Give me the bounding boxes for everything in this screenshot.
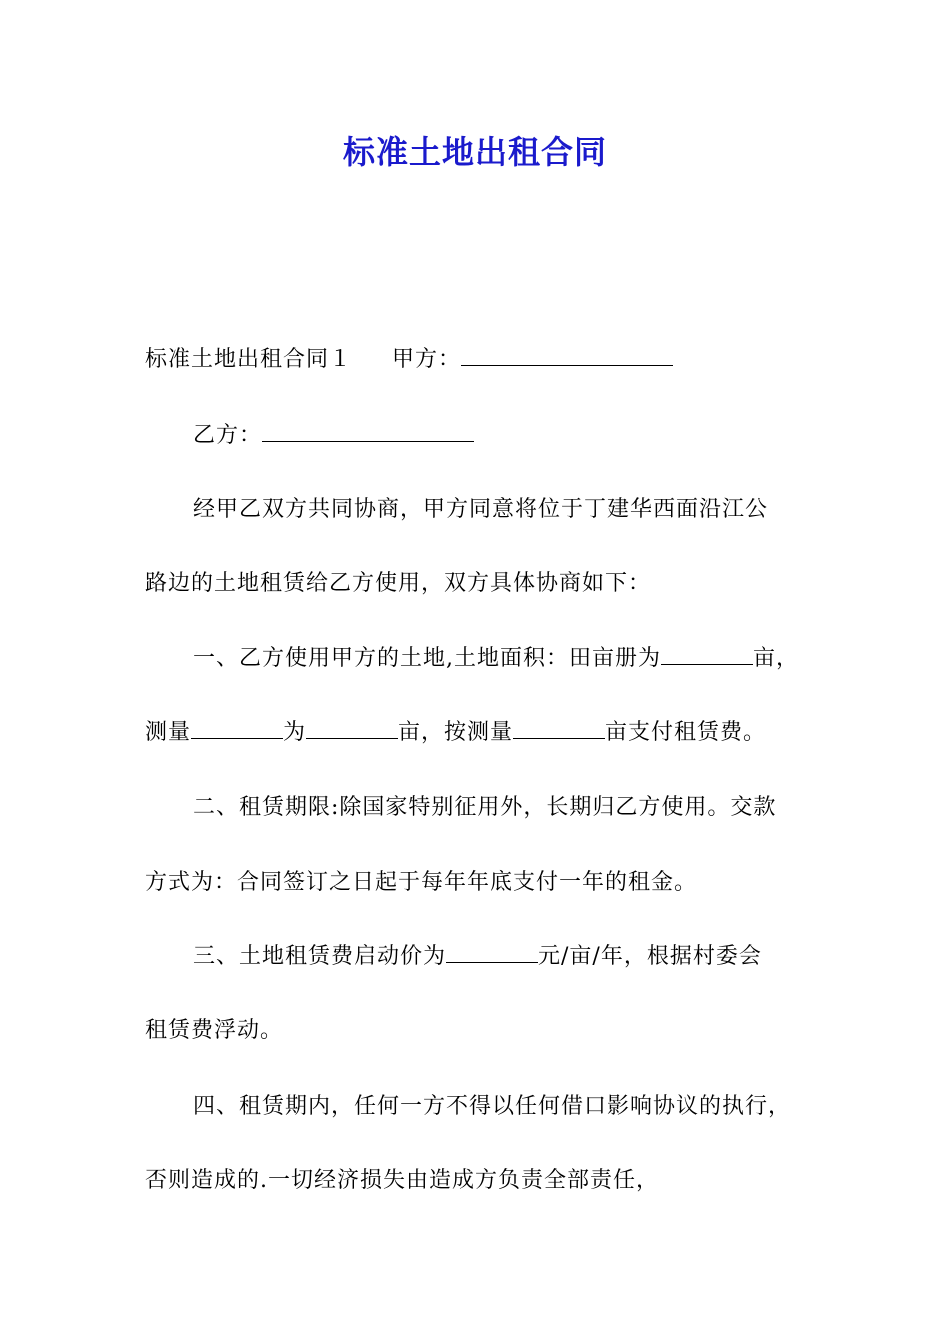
party-b-blank [262, 419, 474, 442]
party-a-blank [461, 343, 673, 366]
clause-1-text-d: 为 [283, 720, 307, 745]
measure-blank-1 [191, 716, 283, 739]
clause-3-text-a: 三、土地租赁费启动价为 [193, 944, 447, 969]
clause-1-text-f: 亩支付租赁费。 [605, 720, 767, 745]
clause-3-text-b: 元/亩/年，根据村委会 [538, 944, 762, 969]
document-name: 标准土地出租合同１ [145, 347, 353, 372]
clause-2-line-2: 方式为：合同签订之日起于每年年底支付一年的租金。 [145, 870, 698, 895]
clause-3-line-1 [193, 940, 883, 974]
measure-blank-2 [306, 716, 398, 739]
party-b-label: 乙方： [193, 423, 263, 448]
clause-1-line-2 [145, 716, 835, 750]
paragraph-intro-line-1: 经甲乙双方共同协商，甲方同意将位于丁建华西面沿江公 [193, 497, 769, 522]
clause-1-line-1 [193, 642, 883, 676]
clause-1-text-b: 亩， [753, 646, 800, 671]
clause-1-text-a: 一、乙方使用甲方的土地,土地面积：田亩册为 [193, 646, 661, 671]
clause-1-text-c: 测量 [145, 720, 192, 745]
rent-price-blank [446, 940, 538, 963]
clause-4-line-1: 四、租赁期内，任何一方不得以任何借口影响协议的执行， [193, 1094, 792, 1119]
clause-1-text-e: 亩，按测量 [398, 720, 514, 745]
area-register-blank [661, 642, 753, 665]
header-line [145, 343, 835, 377]
measure-blank-3 [513, 716, 605, 739]
clause-3-line-2: 租赁费浮动。 [145, 1018, 284, 1043]
clause-2-line-1: 二、租赁期限:除国家特别征用外，长期归乙方使用。交款 [193, 795, 777, 820]
party-b-line [193, 419, 883, 453]
paragraph-intro-line-2: 路边的土地租赁给乙方使用，双方具体协商如下： [145, 571, 652, 596]
document-title: 标准土地出租合同 [342, 133, 607, 171]
party-a-label: 甲方： [392, 347, 462, 372]
clause-4-line-2: 否则造成的.一切经济损失由造成方负责全部责任， [145, 1168, 659, 1193]
